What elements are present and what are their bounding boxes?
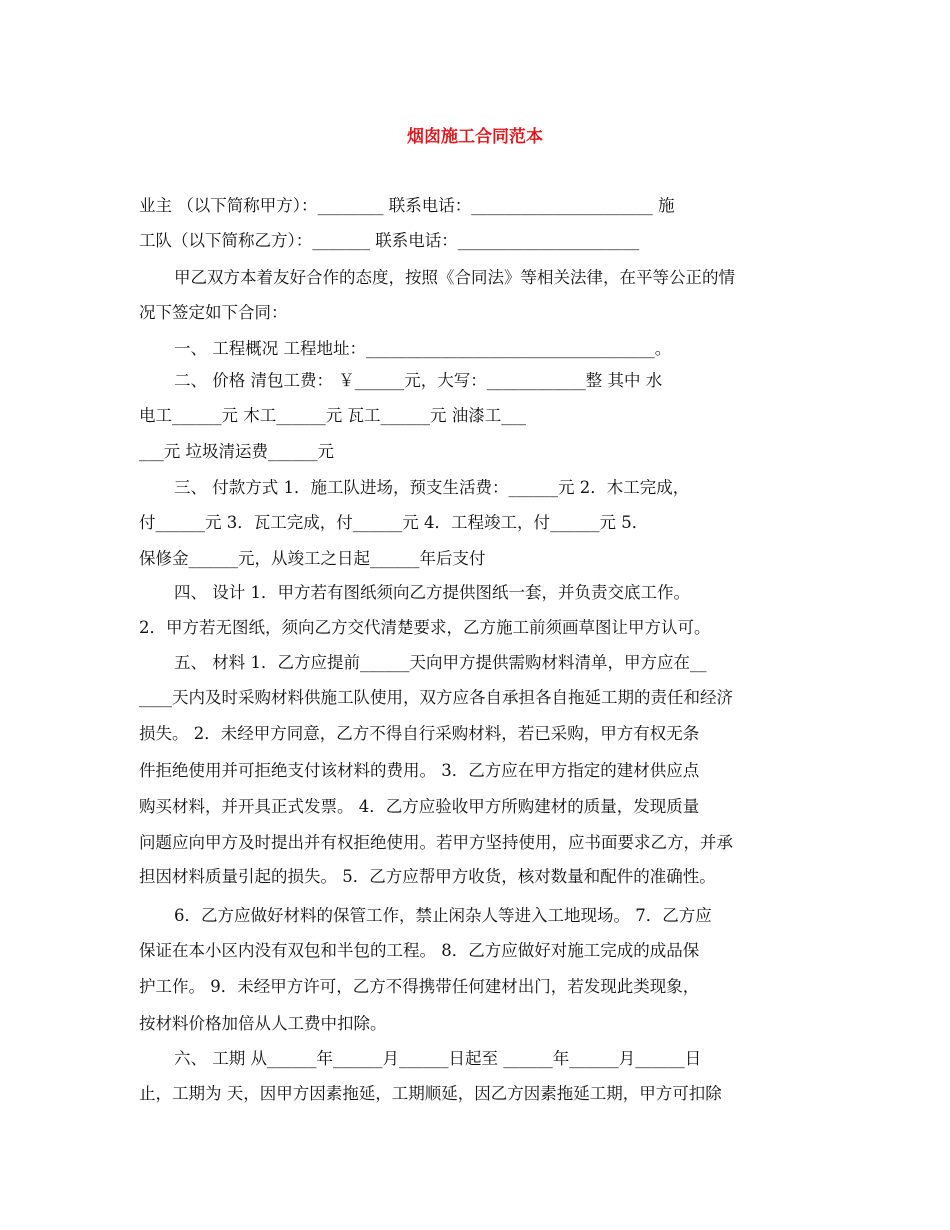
text-line: 购买材料，并开具正式发票。 4．乙方应验收甲方所购建材的质量，发现质量: [139, 797, 700, 816]
text-line: 担因材料质量引起的损失。 5．乙方应帮甲方收货，核对数量和配件的准确性。: [139, 867, 716, 886]
text-line: 一、 工程概况 工程地址：___________________________________。: [174, 339, 672, 358]
text-line: 问题应向甲方及时提出并有权拒绝使用。若甲方坚持使用，应书面要求乙方，并承: [139, 833, 733, 852]
text-line: 损失。 2．未经甲方同意，乙方不得自行采购材料，若已采购，甲方有权无条: [139, 724, 700, 743]
text-line: 按材料价格加倍从人工费中扣除。: [139, 1014, 387, 1033]
text-line: 五、 材料 1．乙方应提前______天向甲方提供需购材料清单，甲方应在__: [174, 653, 707, 672]
text-line: 2．甲方若无图纸，须向乙方交代清楚要求，乙方施工前须画草图让甲方认可。: [139, 618, 711, 637]
text-line: 电工______元 木工______元 瓦工______元 油漆工___: [139, 406, 526, 425]
text-line: 三、 付款方式 1．施工队进场，预支生活费：______元 2．木工完成，: [174, 478, 690, 497]
text-line: 6．乙方应做好材料的保管工作，禁止闲杂人等进入工地现场。 7．乙方应: [174, 906, 712, 925]
text-line: 工队（以下简称乙方）：_______ 联系电话：______________________: [139, 231, 640, 250]
text-line: 件拒绝使用并可拒绝支付该材料的费用。 3．乙方应在甲方指定的建材供应点: [139, 761, 700, 780]
text-line: 甲乙双方本着友好合作的态度，按照《合同法》等相关法律，在平等公正的情: [174, 268, 735, 287]
document-title: 烟囱施工合同范本: [407, 127, 543, 147]
text-line: 止，工期为 天，因甲方因素拖延，工期顺延，因乙方因素拖延工期，甲方可扣除: [139, 1084, 722, 1103]
text-line: 二、 价格 清包工费： ￥______元，大写：____________整 其中 水: [174, 371, 663, 390]
text-line: 四、 设计 1．甲方若有图纸须向乙方提供图纸一套，并负责交底工作。: [174, 583, 690, 602]
text-line: ____天内及时采购材料供施工队使用，双方应各自承担各自拖延工期的责任和经济: [139, 688, 733, 707]
text-line: 护工作。 9．未经甲方许可，乙方不得携带任何建材出门，若发现此类现象，: [139, 977, 700, 996]
text-line: 保证在本小区内没有双包和半包的工程。 8．乙方应做好对施工完成的成品保: [139, 941, 700, 960]
text-line: ___元 垃圾清运费______元: [139, 442, 334, 461]
text-line: 业主 （以下简称甲方）：________ 联系电话：______________________ 施: [139, 196, 675, 215]
text-line: 况下签定如下合同：: [139, 303, 288, 322]
text-line: 付______元 3．瓦工完成，付______元 4．工程竣工，付______元 5．: [139, 513, 649, 532]
text-line: 六、 工期 从______年______月______日起至 ______年______月______日: [174, 1049, 702, 1068]
text-line: 保修金______元，从竣工之日起______年后支付: [139, 549, 486, 568]
